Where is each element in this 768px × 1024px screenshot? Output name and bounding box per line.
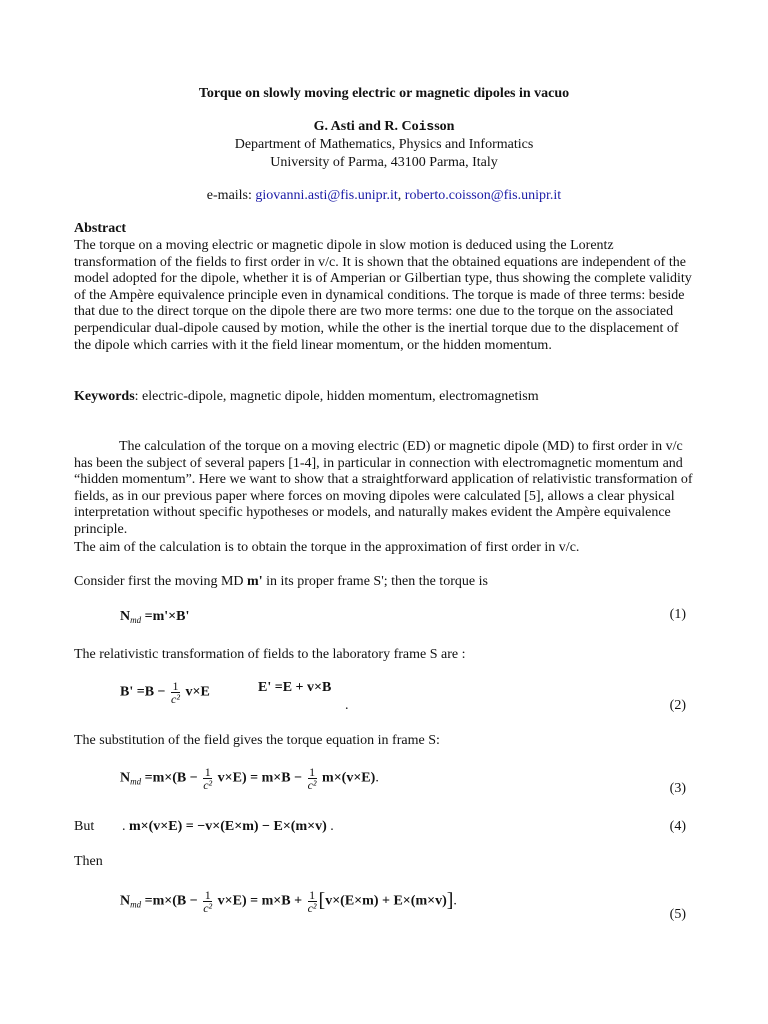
then-label: Then: [74, 854, 103, 869]
paper-title: Torque on slowly moving electric or magnetic dipoles in vacuo: [198, 86, 570, 101]
equation-2b: E' =E + v×B: [258, 680, 332, 695]
equation-2a: B' =B − $\frac{1}{\text{c²}}$ v×E: [120, 679, 210, 706]
email-separator: ,: [397, 188, 405, 203]
equation-5-number: (5): [669, 907, 686, 922]
consider-symbol: m': [247, 574, 263, 589]
affiliation-university: University of Parma, 43100 Parma, Italy: [270, 155, 498, 170]
equation-3: $N_{md} =m\times(B$ − $\frac{1}{\text{c²}}$ v×E) = m×B − $\frac{1}{\text{c²}}$ m×(v×E).: [120, 765, 379, 792]
emails-label: e-mails:: [206, 188, 256, 203]
authors-suffix: son: [434, 119, 455, 134]
email-link-asti[interactable]: giovanni.asti@fis.unipr.it: [255, 188, 398, 203]
email-link-coisson[interactable]: roberto.coisson@fis.unipr.it: [404, 188, 562, 203]
consider-paragraph: [74, 574, 694, 591]
equation-5: $N_{md} =m\times(B$ − $\frac{1}{\text{c²}}$ v×E) = m×B + $\frac{1}{\text{c²}}$ [v×(E×m) + E×(m×v)].: [120, 888, 457, 915]
abstract-heading: Abstract: [74, 221, 127, 236]
keywords-list: : electric-dipole, magnetic dipole, hidden momentum, electromagnetism: [134, 389, 539, 404]
keywords-label: Keywords: [74, 389, 135, 404]
consider-post: in its proper frame S'; then the torque is: [262, 574, 488, 589]
aim-paragraph: The aim of the calculation is to obtain the torque in the approximation of first order in v/c.: [74, 540, 580, 555]
transform-paragraph: The relativistic transformation of fields to the laboratory frame S are :: [74, 647, 466, 662]
substitution-paragraph: The substitution of the field gives the torque equation in frame S:: [74, 733, 440, 748]
equation-2-number: (2): [669, 698, 686, 713]
authors-prefix: G. Asti and R. Co: [313, 119, 419, 134]
equation-1: $N_{md} =m'\times B'$: [120, 609, 190, 625]
abstract-body: The torque on a moving electric or magnetic dipole in slow motion is deduced using the Lorentz transformation of the fields to first order in v/c. It is shown that the obtained equations are independent of the model adopted for the dipole, whether it is of Amperian or Gilbertian type, thus showing the complete validity of the Ampère equivalence principle even in dynamical conditions. The torque is made of three terms: beside that due to the direct torque on the dipole there are two more terms: one due to the torque on the associated perpendicular dual-dipole caused by motion, while the other is the inertial torque due to the displacement of the dipole which carries with it the field linear momentum, or the hidden momentum.: [74, 238, 692, 353]
authors: [0, 119, 768, 135]
but-label: But: [74, 819, 95, 834]
emails-line: [0, 188, 768, 204]
equation-2-period: .: [345, 698, 349, 713]
equation-4-number: (4): [669, 819, 686, 834]
equation-1-number: (1): [669, 607, 686, 622]
equation-4: . m×(v×E) = −v×(E×m) − E×(m×v) .: [122, 819, 334, 834]
authors-mono: is: [418, 119, 435, 134]
intro-paragraph: The calculation of the torque on a moving electric (ED) or magnetic dipole (MD) to first order in v/c has been the subject of several papers [1-4], in particular in connection with electromagnetic momentum and “hidden momentum”. Here we want to show that a straightforward application of relativistic transformation of fields, as in our previous paper where forces on moving dipoles were calculated [5], allows a clear physical interpretation without specific hypotheses or models, and naturally makes evident the Ampère equivalence principle.: [74, 439, 693, 537]
equation-3-number: (3): [669, 781, 686, 796]
keywords-line: [74, 389, 694, 406]
consider-pre: Consider first the moving MD: [74, 574, 248, 589]
affiliation-department: Department of Mathematics, Physics and Informatics: [234, 137, 534, 152]
